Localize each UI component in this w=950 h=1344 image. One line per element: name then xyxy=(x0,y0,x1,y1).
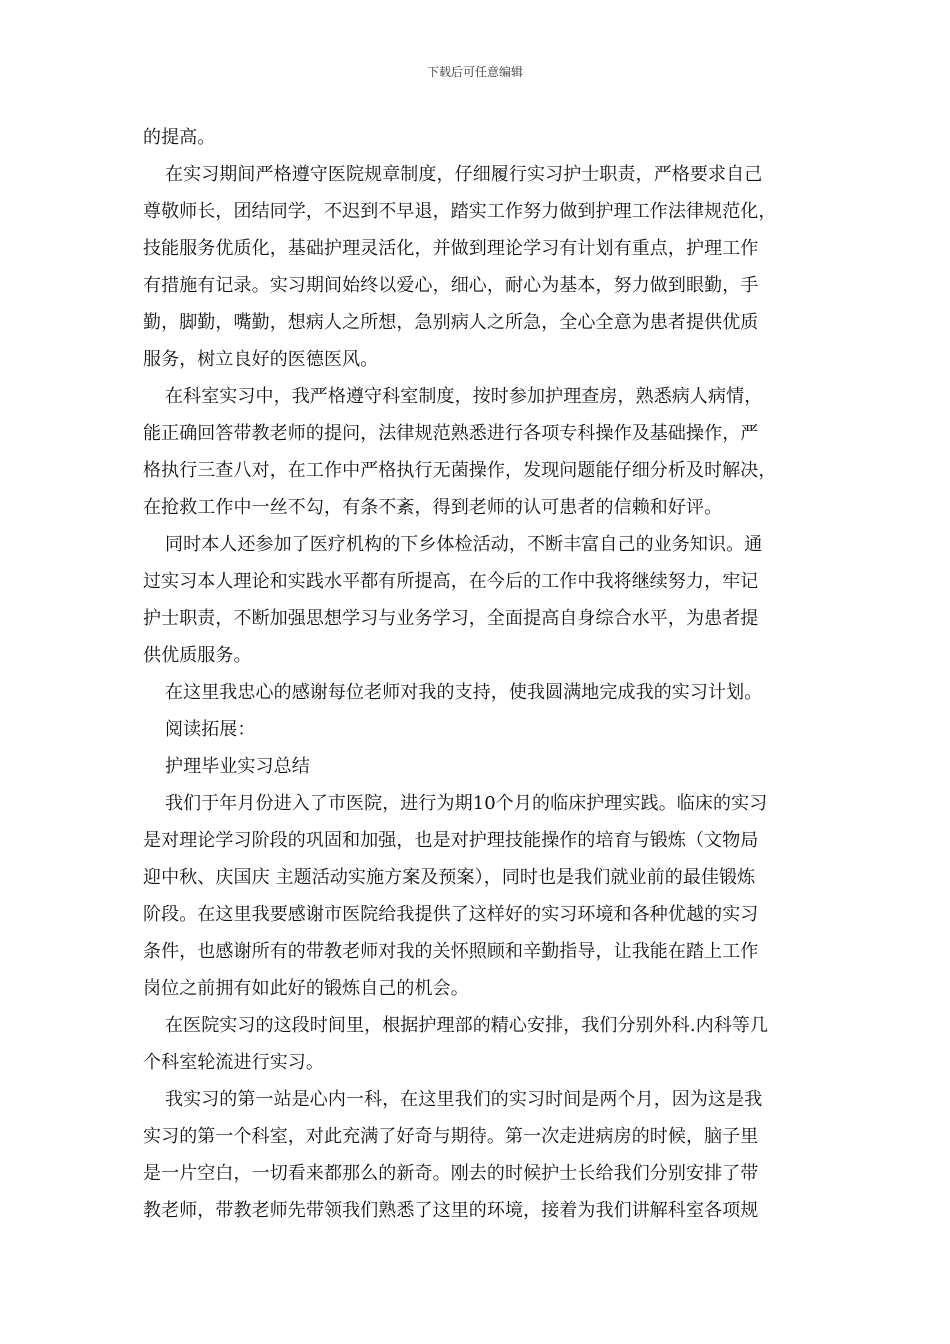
text-line: 条件，也感谢所有的带教老师对我的关怀照顾和辛勤指导，让我能在踏上工作 xyxy=(143,941,759,962)
paragraph-start-line: 在实习期间严格遵守医院规章制度，仔细履行实习护士职责，严格要求自己 xyxy=(165,164,763,185)
paragraph-start-line: 我们于年月份进入了市医院，进行为期10个月的临床护理实践。临床的实习 xyxy=(165,793,768,814)
text-line: 技能服务优质化，基础护理灵活化，并做到理论学习有计划有重点，护理工作 xyxy=(143,238,759,259)
text-line: 阶段。在这里我要感谢市医院给我提供了这样好的实习环境和各种优越的实习 xyxy=(143,904,759,925)
document-body xyxy=(143,119,823,1229)
text-line: 服务，树立良好的医德医风。 xyxy=(143,349,379,370)
page-header: 下载后可任意编辑 xyxy=(426,65,523,79)
text-line: 能正确回答带教老师的提问，法律规范熟悉进行各项专科操作及基础操作，严 xyxy=(143,423,759,444)
text-line: 格执行三查八对，在工作中严格执行无菌操作，发现问题能仔细分析及时解决， xyxy=(143,460,777,481)
text-line: 教老师，带教老师先带领我们熟悉了这里的环境，接着为我们讲解科室各项规 xyxy=(143,1200,759,1221)
text-line: 迎中秋、庆国庆 主题活动实施方案及预案），同时也是我们就业前的最佳锻炼 xyxy=(143,867,756,888)
paragraph-start-line: 同时本人还参加了医疗机构的下乡体检活动，不断丰富自己的业务知识。通 xyxy=(165,534,763,555)
text-line: 实习的第一个科室，对此充满了好奇与期待。第一次走进病房的时候，脑子里 xyxy=(143,1126,759,1147)
section-label: 阅读拓展： xyxy=(165,719,256,740)
paragraph-start-line: 我实习的第一站是心内一科，在这里我们的实习时间是两个月，因为这是我 xyxy=(165,1089,763,1110)
section-title: 护理毕业实习总结 xyxy=(165,756,310,777)
text-line: 是对理论学习阶段的巩固和加强，也是对护理技能操作的培育与锻炼（文物局 xyxy=(143,830,759,851)
text-line: 的提高。 xyxy=(143,127,216,148)
text-line: 勤，脚勤，嘴勤，想病人之所想，急别病人之所急，全心全意为患者提供优质 xyxy=(143,312,759,333)
text-line: 是一片空白，一切看来都那么的新奇。刚去的时候护士长给我们分别安排了带 xyxy=(143,1163,759,1184)
text-line: 有措施有记录。实习期间始终以爱心，细心，耐心为基本，努力做到眼勤，手 xyxy=(143,275,759,296)
text-line: 供优质服务。 xyxy=(143,645,252,666)
text-line: 个科室轮流进行实习。 xyxy=(143,1052,324,1073)
paragraph-start-line: 在这里我忠心的感谢每位老师对我的支持，使我圆满地完成我的实习计划。 xyxy=(165,682,763,703)
text-line: 在抢救工作中一丝不勾，有条不紊，得到老师的认可患者的信赖和好评。 xyxy=(143,497,723,518)
text-line: 岗位之前拥有如此好的锻炼自己的机会。 xyxy=(143,978,469,999)
text-line: 护士职责，不断加强思想学习与业务学习，全面提高自身综合水平，为患者提 xyxy=(143,608,759,629)
paragraph-start-line: 在医院实习的这段时间里，根据护理部的精心安排，我们分别外科.内科等几 xyxy=(165,1015,769,1036)
text-line: 尊敬师长，团结同学，不迟到不早退，踏实工作努力做到护理工作法律规范化， xyxy=(143,201,777,222)
paragraph-start-line: 在科室实习中，我严格遵守科室制度，按时参加护理查房，熟悉病人病情， xyxy=(165,386,763,407)
text-line: 过实习本人理论和实践水平都有所提高，在今后的工作中我将继续努力，牢记 xyxy=(143,571,759,592)
